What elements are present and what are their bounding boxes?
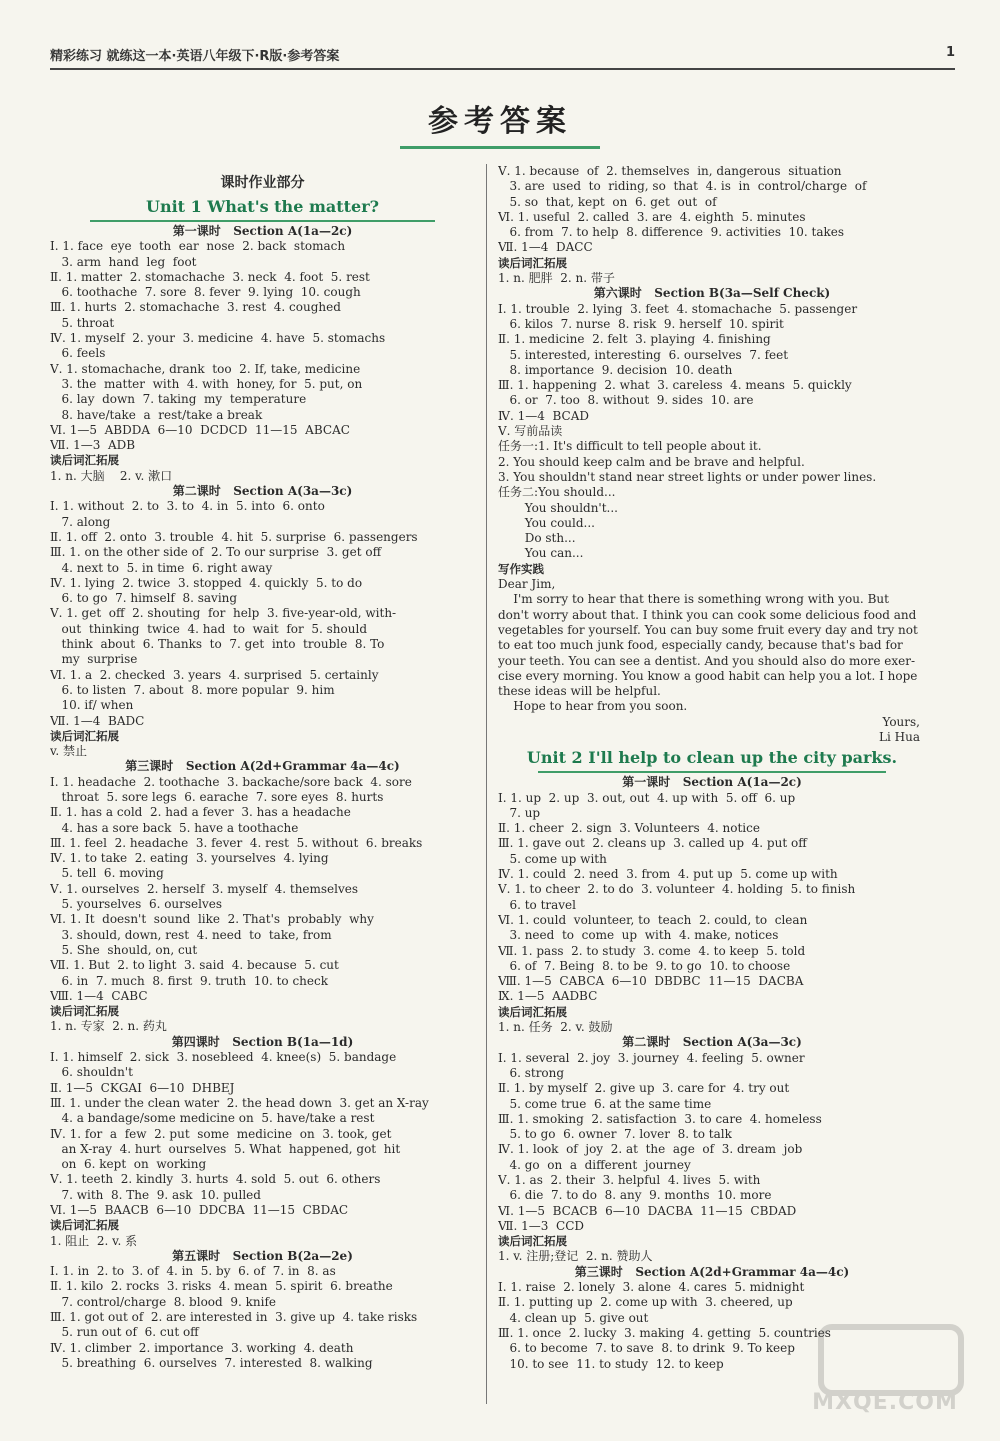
- answer-line: 5. so that, kept on 6. get out of: [498, 194, 717, 209]
- answer-line: 1. n. 任务 2. v. 鼓励: [498, 1020, 613, 1035]
- answer-line: Ⅱ. 1. matter 2. stomachache 3. neck 4. foot 5. rest: [50, 269, 370, 284]
- answer-line: You can...: [498, 546, 584, 561]
- answer-line: my surprise: [50, 652, 138, 667]
- answer-line: your teeth. You can see a dentist. And you should also do more exer-: [498, 653, 916, 668]
- answer-line: 10. if/ when: [50, 698, 134, 713]
- answer-line: 5. come up with: [498, 851, 607, 866]
- answer-line: 6. in 7. much 8. first 9. truth 10. to check: [50, 973, 328, 988]
- answer-line: Ⅲ. 1. happening 2. what 3. careless 4. means 5. quickly: [498, 378, 852, 393]
- answer-line: cise every morning. You know a good habit can help you a lot. I hope: [498, 668, 918, 683]
- answer-line: Ⅰ. 1. headache 2. toothache 3. backache/sore back 4. sore: [50, 774, 412, 789]
- answer-line: 4. has a sore back 5. have a toothache: [50, 820, 299, 835]
- answer-line: Ⅱ. 1. has a cold 2. had a fever 3. has a headache: [50, 805, 351, 820]
- answer-line: an X-ray 4. hurt ourselves 5. What happened, got hit: [50, 1141, 401, 1156]
- unit-heading: Unit 1 What's the matter?: [146, 197, 379, 216]
- answer-line: 6. to become 7. to save 8. to drink 9. To keep: [498, 1341, 795, 1356]
- header-rule: [50, 68, 955, 70]
- answer-line: 6. lay down 7. taking my temperature: [50, 392, 307, 407]
- answer-line: 6. die 7. to do 8. any 9. months 10. more: [498, 1188, 772, 1203]
- answer-line: I'm sorry to hear that there is something wrong with you. But: [498, 592, 889, 607]
- answer-line: 6. shouldn't: [50, 1065, 133, 1080]
- answer-line: 3. should, down, rest 4. need to take, from: [50, 927, 332, 942]
- answer-line: Ⅲ. 1. smoking 2. satisfaction 3. to care 4. homeless: [498, 1111, 822, 1126]
- answer-line: these ideas will be helpful.: [498, 684, 661, 699]
- answer-line: 2. You should keep calm and be brave and helpful.: [498, 454, 805, 469]
- answer-line: 6. toothache 7. sore 8. fever 9. lying 10. cough: [50, 285, 361, 300]
- answer-line: 3. need to come up with 4. make, notices: [498, 928, 779, 943]
- answer-line: 5. interested, interesting 6. ourselves 7. feet: [498, 347, 789, 362]
- answer-line: Ⅴ. 1. ourselves 2. herself 3. myself 4. themselves: [50, 881, 359, 896]
- answer-line: Ⅴ. 1. because of 2. themselves in, dangerous situation: [498, 164, 842, 178]
- subsection-label: 读后词汇拓展: [50, 728, 119, 743]
- answer-line: 5. She should, on, cut: [50, 942, 198, 957]
- answer-line: You could...: [498, 515, 595, 530]
- answer-line: Ⅳ. 1. to take 2. eating 3. yourselves 4. lying: [50, 851, 329, 866]
- answer-line: 8. have/take a rest/take a break: [50, 407, 263, 422]
- lesson-heading: 第三课时 Section A(2d+Grammar 4a—4c): [574, 1264, 850, 1279]
- answer-line: Ⅶ. 1—3 ADB: [50, 438, 136, 453]
- answer-line: Ⅶ. 1. But 2. to light 3. said 4. because 5. cut: [50, 958, 339, 973]
- answer-line: 4. go on a different journey: [498, 1157, 691, 1172]
- answer-line: 3. You shouldn't stand near street lights or under power lines.: [498, 469, 877, 484]
- answer-line: Ⅵ. 1. useful 2. called 3. are 4. eighth 5. minutes: [498, 209, 806, 224]
- answer-line: Ⅴ. 1. to cheer 2. to do 3. volunteer 4. holding 5. to finish: [498, 882, 856, 897]
- answer-line: Ⅴ. 1. stomachache, drank too 2. If, take, medicine: [50, 361, 361, 376]
- answer-line: Dear Jim,: [498, 577, 556, 592]
- answer-line: Ⅵ. 1—5 BAACB 6—10 DDCBA 11—15 CBDAC: [50, 1203, 349, 1217]
- answer-line: 3. the matter with 4. with honey, for 5. put, on: [50, 376, 363, 391]
- answer-line: 7. along: [50, 514, 111, 529]
- answer-line: Ⅲ. 1. gave out 2. cleans up 3. called up 4. put off: [498, 836, 807, 851]
- subsection-label: 读后词汇拓展: [50, 1218, 119, 1233]
- answer-line: Ⅳ. 1. for a few 2. put some medicine on 3. took, get: [50, 1126, 392, 1141]
- lesson-heading: 第一课时 Section A(1a—2c): [172, 224, 353, 238]
- lesson-heading: 第一课时 Section A(1a—2c): [622, 775, 802, 790]
- answer-line: 6. of 7. Being 8. to be 9. to go 10. to choose: [498, 958, 791, 973]
- unit-heading: Unit 2 I'll help to clean up the city parks.: [526, 748, 898, 768]
- answer-line: Ⅴ. 1. teeth 2. kindly 3. hurts 4. sold 5. out 6. others: [50, 1172, 381, 1187]
- answer-line: Ⅰ. 1. himself 2. sick 3. nosebleed 4. knee(s) 5. bandage: [50, 1050, 397, 1065]
- answer-line: Ⅶ. 1—4 DACC: [498, 240, 593, 255]
- letter-signature: Li Hua: [879, 729, 920, 744]
- answer-line: 7. up: [498, 805, 541, 820]
- answer-line: out thinking twice 4. had to wait for 5. should: [50, 621, 367, 636]
- answer-line: don't worry about that. I think you can cook some delicious food and: [498, 607, 917, 622]
- answer-line: Hope to hear from you soon.: [498, 699, 688, 714]
- answer-line: Ⅰ. 1. trouble 2. lying 3. feet 4. stomachache 5. passenger: [498, 301, 858, 316]
- section-heading: 课时作业部分: [220, 175, 305, 191]
- answer-line: 4. a bandage/some medicine on 5. have/take a rest: [50, 1111, 375, 1126]
- answer-line: 5. to go 6. owner 7. lover 8. to talk: [498, 1127, 732, 1142]
- answer-line: Ⅴ. 1. as 2. their 3. helpful 4. lives 5. with: [498, 1173, 761, 1187]
- answer-line: 4. clean up 5. give out: [498, 1310, 649, 1325]
- answer-line: Ⅴ. 写前品读: [498, 424, 563, 439]
- lesson-heading: 第二课时 Section A(3a—3c): [622, 1035, 802, 1050]
- answer-line: Ⅳ. 1—4 BCAD: [498, 408, 590, 423]
- answer-line: Ⅲ. 1. feel 2. headache 3. fever 4. rest 5. without 6. breaks: [50, 835, 423, 850]
- lesson-heading: 第二课时 Section A(3a—3c): [172, 484, 353, 499]
- answer-line: 1. n. 大脑 2. v. 漱口: [50, 468, 173, 483]
- answer-line: Ⅱ. 1. by myself 2. give up 3. care for 4. try out: [498, 1081, 790, 1096]
- answer-line: throat 5. sore legs 6. earache 7. sore eyes 8. hurts: [50, 789, 384, 804]
- answer-line: Ⅴ. 1. get off 2. shouting for help 3. five-year-old, with-: [50, 606, 397, 621]
- answer-line: Ⅱ. 1. putting up 2. come up with 3. cheered, up: [498, 1295, 793, 1310]
- left-column: [50, 164, 475, 1371]
- page-title: 参考答案: [428, 104, 572, 139]
- answer-line: 6. to go 7. himself 8. saving: [50, 591, 238, 606]
- answer-line: 8. importance 9. decision 10. death: [498, 362, 733, 377]
- answer-line: 6. from 7. to help 8. difference 9. activities 10. takes: [498, 225, 845, 240]
- answer-line: Ⅰ. 1. without 2. to 3. to 4. in 5. into 6. onto: [50, 499, 325, 514]
- lesson-heading: 第六课时 Section B(3a—Self Check): [593, 286, 831, 301]
- answer-line: Ⅵ. 1. could volunteer, to teach 2. could, to clean: [498, 912, 808, 927]
- answer-line: Ⅱ. 1. medicine 2. felt 3. playing 4. finishing: [498, 332, 771, 347]
- answer-line: Ⅰ. 1. up 2. up 3. out, out 4. up with 5. off 6. up: [498, 790, 796, 805]
- answer-line: 6. to travel: [498, 897, 576, 912]
- answer-line: 5. come true 6. at the same time: [498, 1096, 712, 1111]
- unit-heading-rule: [538, 771, 886, 773]
- lesson-heading: 第三课时 Section A(2d+Grammar 4a—4c): [125, 759, 400, 774]
- answer-line: 4. next to 5. in time 6. right away: [50, 560, 273, 575]
- answer-line: Ⅷ. 1—5 CABCA 6—10 DBDBC 11—15 DACBA: [498, 974, 804, 989]
- answer-line: 5. throat: [50, 315, 115, 330]
- answer-line: Ⅷ. 1—4 CABC: [50, 988, 148, 1003]
- answer-line: Ⅶ. 1. pass 2. to study 3. come 4. to keep 5. told: [498, 943, 806, 958]
- answer-line: You shouldn't...: [498, 500, 618, 515]
- answer-line: 1. 阻止 2. v. 系: [50, 1233, 138, 1248]
- answer-line: 1. n. 肥胖 2. n. 带子: [498, 271, 615, 286]
- answer-line: Ⅰ. 1. raise 2. lonely 3. alone 4. cares 5. midnight: [498, 1280, 805, 1295]
- answer-line: Ⅳ. 1. look of joy 2. at the age of 3. dream job: [498, 1142, 803, 1157]
- subsection-label: 写作实践: [498, 561, 544, 576]
- answer-line: Ⅰ. 1. face eye tooth ear nose 2. back stomach: [50, 239, 346, 254]
- page-number: 1: [945, 45, 955, 60]
- answer-line: Ⅳ. 1. lying 2. twice 3. stopped 4. quickly 5. to do: [50, 575, 363, 590]
- title-underline: [400, 146, 600, 149]
- answer-line: Ⅵ. 1. It doesn't sound like 2. That's probably why: [50, 912, 374, 927]
- answer-line: Ⅲ. 1. hurts 2. stomachache 3. rest 4. coughed: [50, 300, 341, 315]
- answer-line: Ⅸ. 1—5 AADBC: [498, 989, 598, 1004]
- answer-line: Ⅵ. 1. a 2. checked 3. years 4. surprised 5. certainly: [50, 667, 379, 682]
- subsection-label: 读后词汇拓展: [50, 453, 119, 468]
- watermark-logo: [800, 1318, 970, 1428]
- answer-line: 5. yourselves 6. ourselves: [50, 897, 223, 912]
- answer-line: vegetables for yourself. You can buy some fruit every day and try not: [498, 622, 918, 637]
- answer-line: 5. run out of 6. cut off: [50, 1325, 199, 1340]
- answer-line: Ⅲ. 1. once 2. lucky 3. making 4. getting 5. countries: [498, 1325, 831, 1340]
- answer-line: Ⅱ. 1. cheer 2. sign 3. Volunteers 4. notice: [498, 821, 760, 836]
- answer-line: 3. are used to riding, so that 4. is in control/charge of: [498, 179, 867, 194]
- subsection-label: 读后词汇拓展: [498, 1004, 567, 1019]
- answer-line: Ⅵ. 1—5 ABDDA 6—10 DCDCD 11—15 ABCAC: [50, 422, 350, 437]
- answer-line: Ⅵ. 1—5 BCACB 6—10 DACBA 11—15 CBDAD: [498, 1203, 797, 1218]
- answer-line: Ⅰ. 1. several 2. joy 3. journey 4. feeling 5. owner: [498, 1050, 805, 1065]
- answer-line: Ⅱ. 1. off 2. onto 3. trouble 4. hit 5. surprise 6. passengers: [50, 529, 418, 544]
- answer-line: 6. or 7. too 8. without 9. sides 10. are: [498, 393, 754, 408]
- answer-line: Ⅲ. 1. under the clean water 2. the head down 3. get an X-ray: [50, 1095, 429, 1110]
- answer-line: 3. arm hand leg foot: [50, 254, 197, 269]
- subsection-label: 读后词汇拓展: [498, 1234, 567, 1249]
- answer-line: Ⅱ. 1. kilo 2. rocks 3. risks 4. mean 5. spirit 6. breathe: [50, 1279, 393, 1294]
- answer-line: Ⅳ. 1. myself 2. your 3. medicine 4. have 5. stomachs: [50, 331, 386, 346]
- answer-line: v. 禁止: [50, 744, 87, 759]
- lesson-heading: 第五课时 Section B(2a—2e): [172, 1248, 353, 1263]
- answer-line: Ⅰ. 1. in 2. to 3. of 4. in 5. by 6. of 7. in 8. as: [50, 1264, 336, 1279]
- answer-line: Ⅲ. 1. on the other side of 2. To our surprise 3. get off: [50, 545, 382, 560]
- answer-line: Ⅳ. 1. climber 2. importance 3. working 4. death: [50, 1340, 354, 1355]
- answer-line: 1. n. 专家 2. n. 药丸: [50, 1019, 167, 1034]
- answer-line: Ⅳ. 1. could 2. need 3. from 4. put up 5. come up with: [498, 867, 838, 882]
- answer-line: on 6. kept on working: [50, 1157, 207, 1172]
- answer-line: 6. strong: [498, 1065, 565, 1080]
- answer-line: 10. to see 11. to study 12. to keep: [498, 1356, 724, 1371]
- answer-line: 任务一:1. It's difficult to tell people about it.: [498, 439, 762, 454]
- column-divider: [486, 164, 487, 1404]
- answer-line: 5. breathing 6. ourselves 7. interested 8. walking: [50, 1355, 373, 1370]
- unit-heading-rule: [90, 220, 435, 222]
- answer-line: 6. feels: [50, 346, 106, 361]
- subsection-label: 读后词汇拓展: [50, 1004, 119, 1019]
- answer-line: 6. kilos 7. nurse 8. risk 9. herself 10. spirit: [498, 316, 784, 331]
- header-text: 精彩练习 就练这一本·英语八年级下·R版·参考答案: [50, 49, 340, 64]
- answer-line: Ⅱ. 1—5 CKGAI 6—10 DHBEJ: [50, 1080, 235, 1095]
- answer-line: Ⅶ. 1—4 BADC: [50, 713, 145, 728]
- answer-line: Ⅲ. 1. got out of 2. are interested in 3. give up 4. take risks: [50, 1310, 418, 1325]
- answer-line: 1. v. 注册;登记 2. n. 赞助人: [498, 1249, 653, 1264]
- answer-line: 任务二:You should...: [498, 485, 616, 500]
- letter-signature: Yours,: [882, 714, 920, 729]
- answer-line: 5. tell 6. moving: [50, 866, 164, 881]
- lesson-heading: 第四课时 Section B(1a—1d): [171, 1034, 354, 1049]
- answer-line: 7. with 8. The 9. ask 10. pulled: [50, 1187, 261, 1202]
- watermark-badge-icon: [818, 1324, 964, 1396]
- answer-line: 6. to listen 7. about 8. more popular 9. him: [50, 682, 335, 697]
- answer-line: 7. control/charge 8. blood 9. knife: [50, 1294, 276, 1309]
- page-header: [50, 45, 955, 67]
- answer-line: Do sth...: [498, 531, 576, 546]
- answer-line: Ⅶ. 1—3 CCD: [498, 1218, 584, 1233]
- answer-line: to eat too much junk food, especially candy, because that's bad for: [498, 638, 903, 653]
- right-column: [498, 164, 926, 1372]
- watermark-text: MXQE.COM: [812, 1390, 958, 1415]
- subsection-label: 读后词汇拓展: [498, 255, 567, 270]
- answer-line: think about 6. Thanks to 7. get into trouble 8. To: [50, 637, 385, 652]
